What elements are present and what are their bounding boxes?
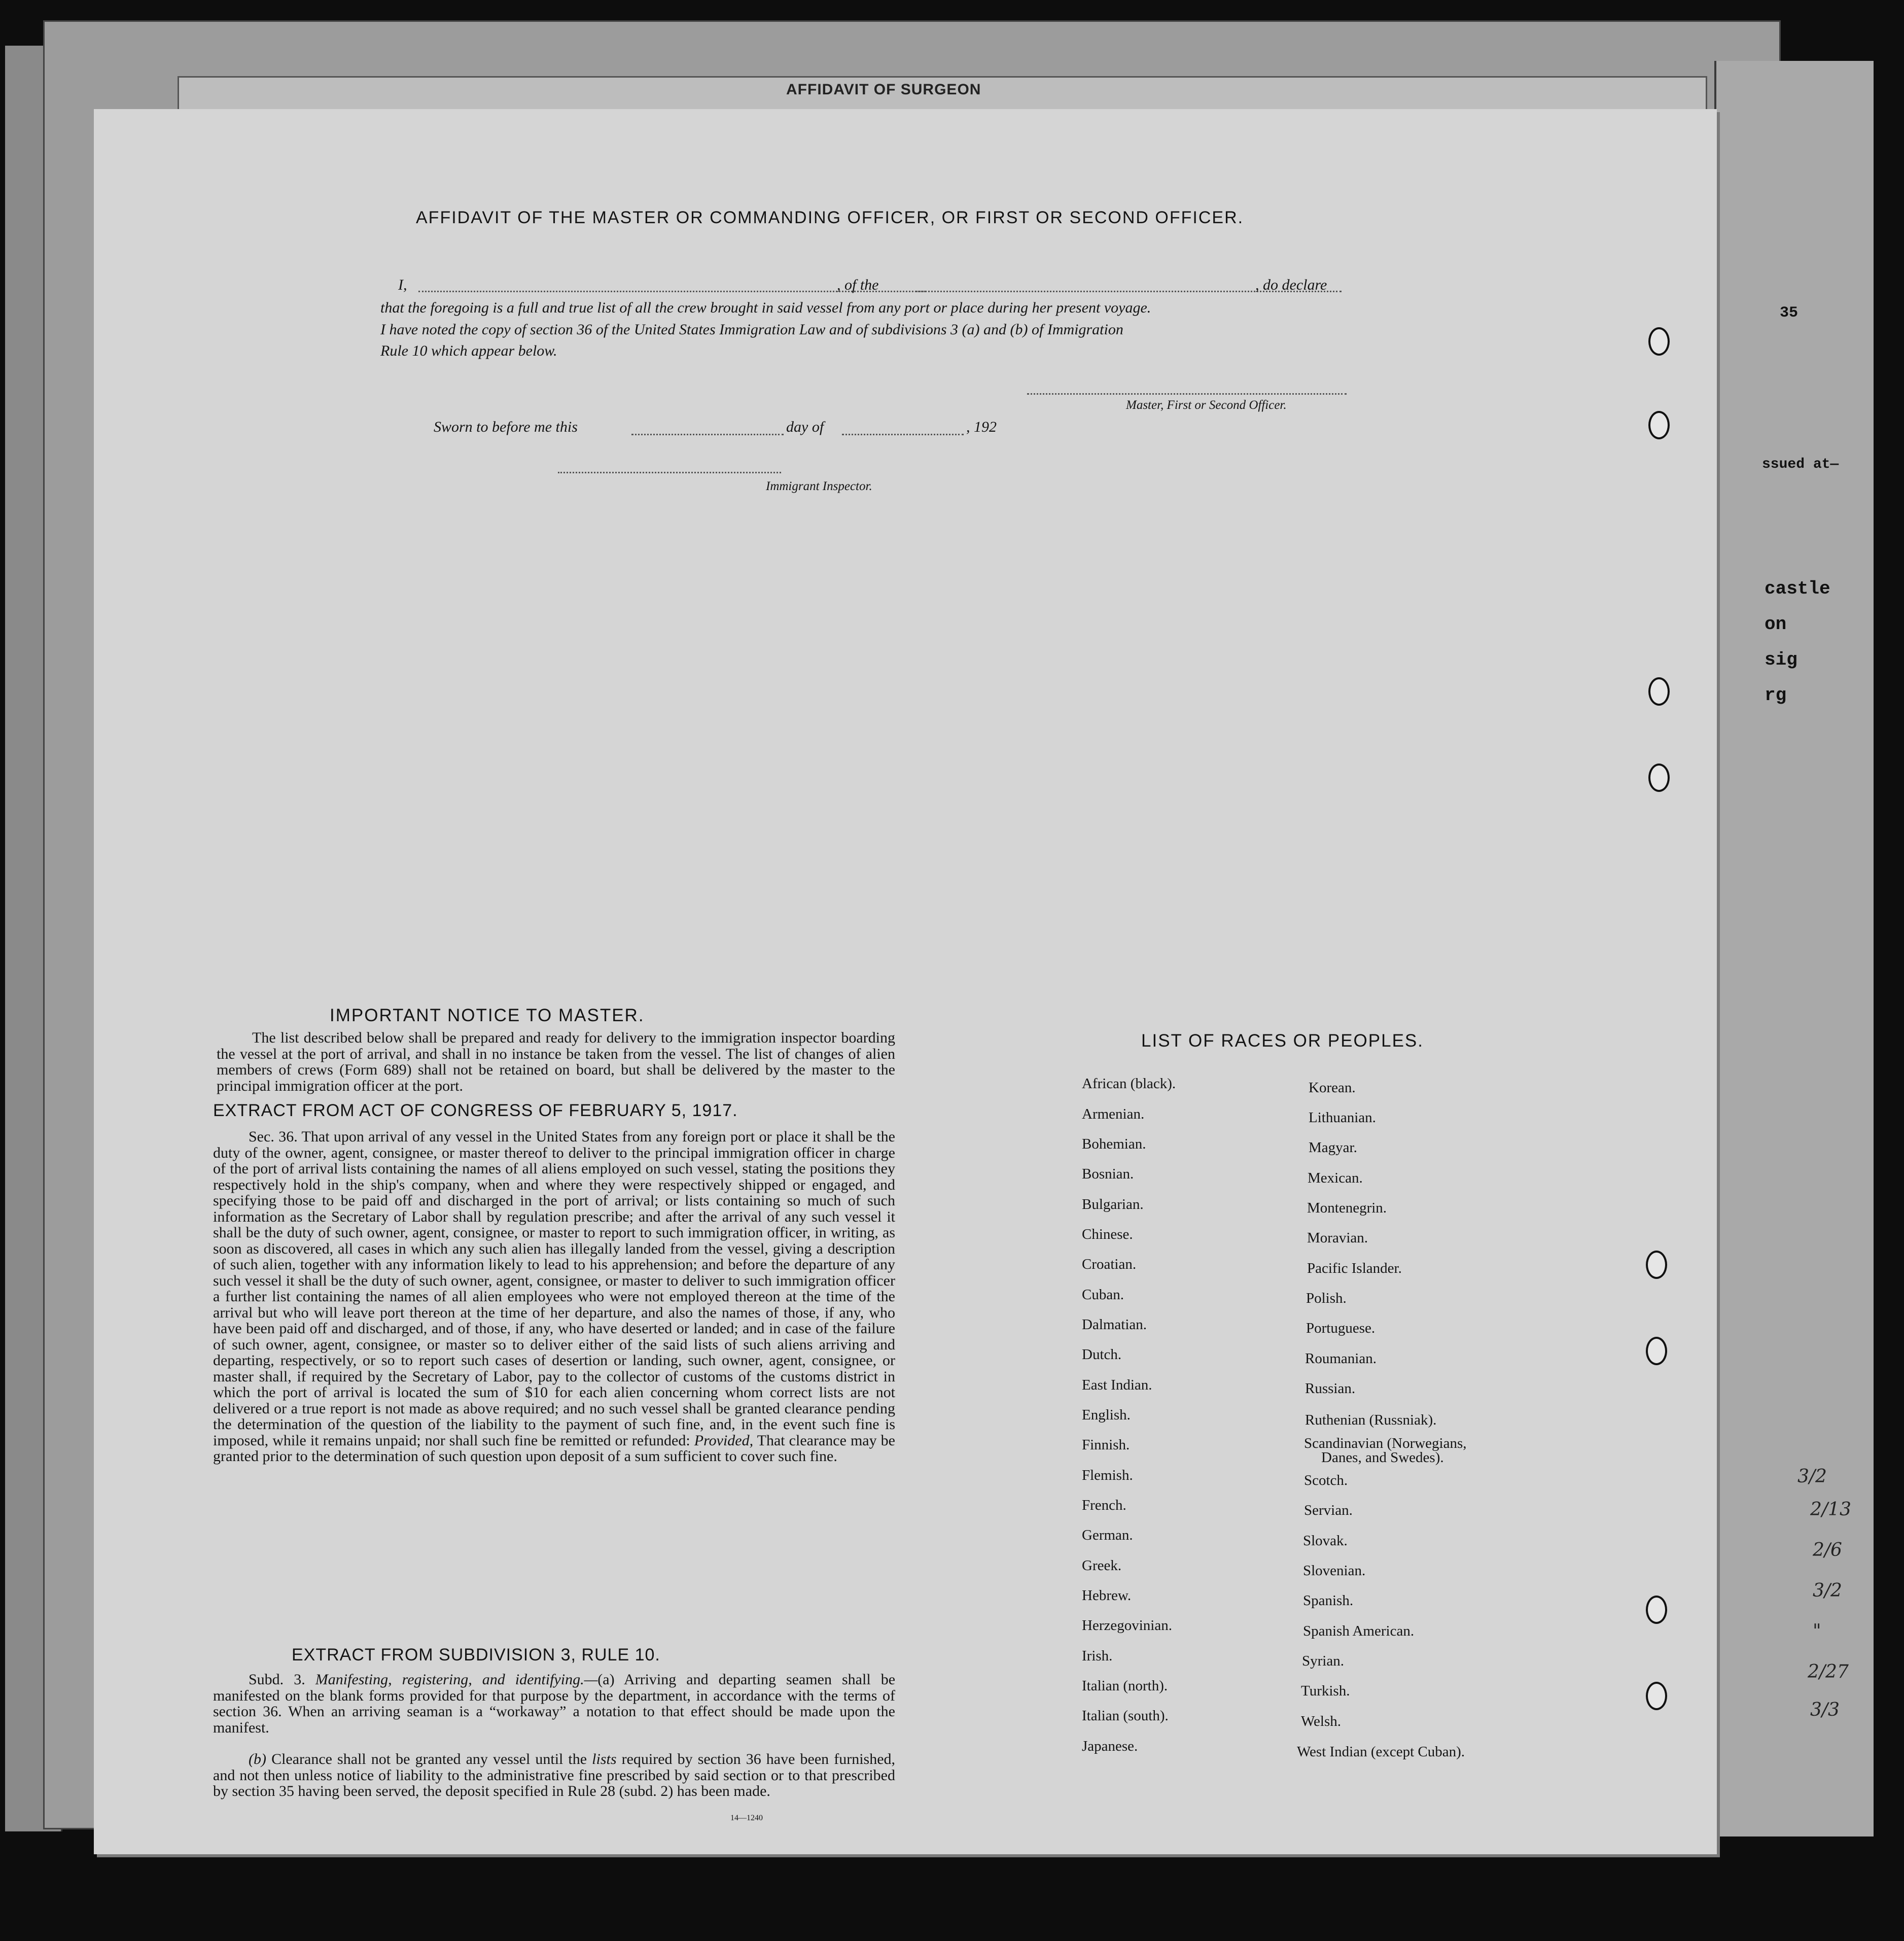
date-note-7: 3/3 — [1810, 1700, 1840, 1720]
right-sheet-issued: ssued at— — [1762, 457, 1839, 472]
day-of-label: day of — [786, 419, 824, 435]
race-item: Slovak. — [1303, 1533, 1348, 1549]
race-item: English. — [1082, 1407, 1131, 1423]
rule-subd-label: Subd. 3. — [249, 1671, 305, 1688]
date-note-4: 3/2 — [1813, 1580, 1842, 1601]
date-note-1: 3/2 — [1797, 1466, 1827, 1487]
race-item: Russian. — [1305, 1380, 1356, 1397]
rule-b-label: (b) — [249, 1751, 266, 1767]
master-signature-label: Master, First or Second Officer. — [1126, 398, 1287, 412]
punch-hole — [1646, 1682, 1667, 1710]
form-number: 14—1240 — [730, 1814, 763, 1822]
notice-title: IMPORTANT NOTICE TO MASTER. — [330, 1006, 645, 1025]
race-item: Cuban. — [1082, 1287, 1124, 1303]
rule-b-body: Clearance shall not be granted any vessel until the — [271, 1751, 587, 1767]
affidavit-declare: , do declare — [1255, 276, 1327, 293]
race-item: Slovenian. — [1303, 1563, 1366, 1579]
race-item: Welsh. — [1301, 1713, 1342, 1729]
date-note-5: " — [1813, 1621, 1821, 1642]
master-signature-field[interactable] — [1027, 393, 1347, 395]
race-item: Japanese. — [1082, 1738, 1138, 1754]
race-item: Italian (south). — [1082, 1708, 1169, 1724]
race-item: French. — [1082, 1497, 1126, 1513]
race-item: Greek. — [1082, 1557, 1122, 1574]
date-note-2: 2/13 — [1810, 1499, 1851, 1520]
race-item: Irish. — [1082, 1648, 1113, 1664]
race-item: African (black). — [1082, 1076, 1176, 1092]
race-item: Magyar. — [1309, 1139, 1357, 1156]
race-item: Flemish. — [1082, 1467, 1133, 1483]
race-item: German. — [1082, 1527, 1133, 1543]
race-item: Korean. — [1309, 1080, 1356, 1096]
affidavit-of-the: , of the — [837, 276, 879, 293]
race-item: Syrian. — [1302, 1653, 1344, 1669]
act-provided: Provided, — [694, 1432, 754, 1449]
race-item: Spanish. — [1303, 1592, 1354, 1609]
right-sheet-rg: rg — [1765, 685, 1787, 706]
rule-text-b — [213, 1751, 895, 1799]
race-item: Italian (north). — [1082, 1678, 1168, 1694]
race-item: East Indian. — [1082, 1377, 1152, 1393]
race-item: Hebrew. — [1082, 1587, 1132, 1604]
rule-a-body: (a) Arriving and departing seamen shall be manifested on the blank forms provided for that purpose by the department, in accordance with the terms of section 36. When an arriving seaman is a “workaway” a notation to that effect should be made upon the manifest. — [213, 1671, 896, 1736]
race-item: Spanish American. — [1303, 1623, 1415, 1639]
race-item-continued: Danes, and Swedes). — [1321, 1449, 1444, 1466]
rule-b-lists: lists — [592, 1751, 617, 1767]
race-item: Montenegrin. — [1307, 1200, 1387, 1216]
act-text — [213, 1129, 895, 1465]
race-item: Bulgarian. — [1082, 1196, 1144, 1212]
punch-hole — [1646, 1596, 1667, 1624]
rule-b-body2: required by section 36 have been furnished, and not then unless notice of liability to the administrative fine prescribed by said section or to that prescribed by section 35 having been served, the deposit specified in Rule 28 (subd. 2) has been made. — [213, 1751, 896, 1799]
punch-hole — [1648, 411, 1670, 439]
race-item: Portuguese. — [1306, 1320, 1376, 1336]
race-item: Herzegovinian. — [1082, 1617, 1172, 1634]
race-item: Bohemian. — [1082, 1136, 1146, 1152]
punch-hole — [1648, 764, 1670, 792]
race-item: Polish. — [1306, 1290, 1347, 1306]
affidavit-title: AFFIDAVIT OF THE MASTER OR COMMANDING OFFICER, OR FIRST OR SECOND OFFICER. — [416, 208, 1244, 227]
race-item: Dutch. — [1082, 1346, 1122, 1363]
act-body: That upon arrival of any vessel in the United States from any foreign port or place it shall be the duty of the owner, agent, consignee, or master thereof to deliver to the principal immigration officer in charge of the port of arrival lists containing the names of all aliens employed on such vessel, stating the positions they respectively hold in the ship's company, when and where they were respectively shipped or engaged, and specifying those to be paid off and discharged in the port of arrival; or lists containing so much of such information as the Secretary of Labor shall by regulation prescribe; and after the arrival of any such vessel it shall be the duty of such owner, agent, consignee, or master to report to such immigration officer, in writing, as soon as discovered, all cases in which any such alien has illegally landed from the vessel, giving a description of such alien, together with any information likely to lead to his apprehension; and before the departure of any such vessel it shall be the duty of such owner, agent, consignee, or master to deliver to such immigration officer a further list containing the names of all alien employees who were not employed thereon at the time of the arrival but who will leave port thereon at the time of her departure, and also the names of those, if any, who have been paid off and discharged, and of those, if any, who have deserted or landed; and in case of the failure of such owner, agent, consignee, or master so to deliver either of the said lists of such aliens arriving and departing, respectively, or so to report such cases of desertion or landing, such owner, agent, consignee, or master shall, if required by the Secretary of Labor, pay to the collector of customs of the customs district in which the port of arrival is located the sum of $10 for each alien concerning whom correct lists are not delivered or a true report is not made as above required; and no such vessel shall be granted clearance pending the determination of the question of the liability to the payment of such fine, and, in the event such fine is imposed, while it remains unpaid; nor shall such fine be remitted or refunded: — [213, 1128, 895, 1449]
date-note-3: 2/6 — [1813, 1540, 1842, 1561]
race-item: Servian. — [1304, 1502, 1353, 1518]
under-sheet-title: AFFIDAVIT OF SURGEON — [786, 81, 981, 98]
race-item: Scotch. — [1304, 1472, 1348, 1488]
punch-hole — [1648, 677, 1670, 706]
right-sheet-sig: sig — [1765, 649, 1797, 670]
act-sec-label: Sec. 36. — [249, 1128, 298, 1145]
race-item: Mexican. — [1308, 1170, 1363, 1186]
right-sheet-number: 35 — [1780, 304, 1799, 322]
punch-hole — [1646, 1251, 1667, 1279]
affidavit-line3: I have noted the copy of section 36 of the United States Immigration Law and of subdivisions 3 (a) and (b) of Immigration — [380, 321, 1123, 338]
race-item: Ruthenian (Russniak). — [1305, 1412, 1437, 1428]
act-title: EXTRACT FROM ACT OF CONGRESS OF FEBRUARY 5, 1917. — [213, 1101, 738, 1120]
year-label: , 192 — [966, 419, 997, 435]
right-sheet-on: on — [1765, 614, 1787, 635]
rule-text-a — [213, 1672, 895, 1736]
race-item: Moravian. — [1307, 1230, 1368, 1246]
races-title: LIST OF RACES OR PEOPLES. — [1141, 1031, 1424, 1051]
race-item: Scandinavian (Norwegians, — [1304, 1435, 1467, 1451]
rule-subd-heading: Manifesting, registering, and identifying.— — [315, 1671, 598, 1688]
race-item: West Indian (except Cuban). — [1297, 1744, 1465, 1760]
affidavit-i: I, — [398, 276, 407, 293]
race-item: Chinese. — [1082, 1226, 1133, 1242]
affidavit-line4: Rule 10 which appear below. — [380, 342, 557, 359]
notice-text: The list described below shall be prepared and ready for delivery to the immigration inspector boarding the vessel at the port of arrival, and shall in no instance be taken from the vessel. The list of changes of alien members of crews (Form 689) shall not be retained on board, but shall be delivered by the master to the principal immigration officer at the port. — [217, 1029, 895, 1094]
sworn-day-field[interactable] — [631, 434, 784, 435]
punch-hole — [1646, 1337, 1667, 1365]
date-note-6: 2/27 — [1808, 1661, 1849, 1682]
race-item: Turkish. — [1301, 1683, 1350, 1699]
race-item: Croatian. — [1082, 1256, 1137, 1272]
sworn-month-field[interactable] — [842, 434, 964, 435]
sworn-label: Sworn to before me this — [434, 419, 578, 435]
race-item: Armenian. — [1082, 1106, 1145, 1122]
race-item: Pacific Islander. — [1307, 1260, 1402, 1276]
race-item: Finnish. — [1082, 1437, 1130, 1453]
rule-title: EXTRACT FROM SUBDIVISION 3, RULE 10. — [292, 1645, 660, 1665]
punch-hole — [1648, 327, 1670, 356]
race-item: Roumanian. — [1305, 1350, 1377, 1367]
race-item: Bosnian. — [1082, 1166, 1134, 1182]
act-body-end: That clearance may be granted prior to the determination of such question upon deposit of a sum sufficient to cover such fine. — [213, 1432, 895, 1465]
inspector-signature-field[interactable] — [558, 472, 781, 473]
race-item: Dalmatian. — [1082, 1316, 1147, 1333]
right-background-sheet — [1714, 61, 1874, 1836]
affidavit-line2: that the foregoing is a full and true list of all the crew brought in said vessel from any port or place during her present voyage. — [380, 299, 1151, 316]
inspector-label: Immigrant Inspector. — [766, 479, 872, 493]
right-sheet-castle: castle — [1765, 578, 1830, 599]
race-item: Lithuanian. — [1309, 1110, 1376, 1126]
main-form-sheet — [94, 109, 1717, 1854]
